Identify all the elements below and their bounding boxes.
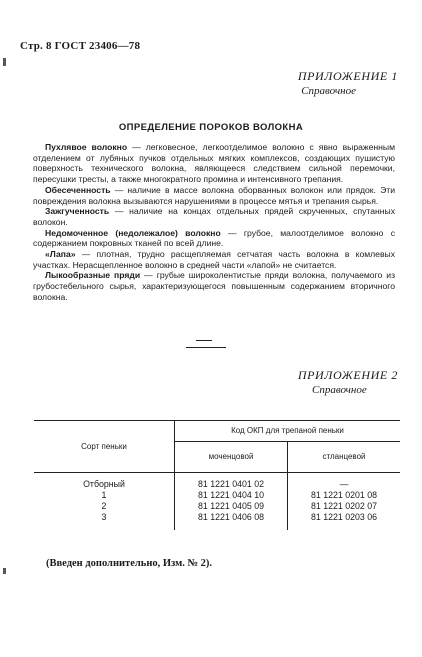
page-header: Стр. 8 ГОСТ 23406—78 (20, 40, 141, 52)
margin-mark (3, 568, 6, 574)
divider-mark (196, 340, 212, 341)
amendment-note: (Введен дополнительно, Изм. № 2). (46, 558, 213, 569)
table-rule-horizontal (174, 441, 400, 442)
col-header-okp: Код ОКП для трепаной пеньки (231, 426, 344, 435)
table-cell-code: 81 1221 0202 07 (310, 501, 378, 511)
table-cell-sort: 3 (101, 512, 107, 522)
definition-paragraph (33, 228, 395, 249)
appendix-2-subtitle: Справочное (312, 384, 367, 396)
table-rule-top (34, 420, 400, 421)
definition-paragraph (33, 206, 395, 227)
divider-line (186, 347, 226, 348)
col-header-sort: Сорт пеньки (81, 442, 127, 451)
definition-paragraph (33, 142, 395, 185)
definition-paragraph (33, 249, 395, 270)
definition-paragraph (33, 185, 395, 206)
table-cell-code: 81 1221 0405 09 (197, 501, 265, 511)
definition-text: — грубое, малоотделимое волокно с содержанием покровных тканей по всей длине. (33, 227, 395, 249)
definition-term: Пухлявое волокно (45, 142, 128, 152)
definition-term: Недомоченное (недолежалое) волокно (45, 227, 221, 238)
definition-text: — плотная, трудно расщепляемая сетчатая часть волокна в комлевых участках. Нерасщепленное волокно в средней части «лапой» не считается. (33, 249, 395, 270)
table-rule-header-bottom (34, 472, 400, 473)
col-header-mochentsovoy: моченцовой (208, 452, 254, 461)
table-cell-code: 81 1221 0203 06 (310, 512, 378, 522)
table-cell-sort: 1 (101, 490, 107, 500)
col-header-stlantsevoy: стланцевой (322, 452, 366, 461)
table-cell-code: 81 1221 0401 02 (197, 479, 265, 489)
table-cell-code: 81 1221 0404 10 (197, 490, 265, 500)
definition-term: Зажгученность (45, 206, 110, 217)
definitions-body (33, 142, 395, 303)
table-cell-code: — (339, 479, 349, 489)
appendix-1-subtitle: Справочное (301, 85, 356, 97)
appendix-1-title: ПРИЛОЖЕНИЕ 1 (297, 69, 398, 83)
definition-text: — наличие в массе волокна оборванных волокон или прядок. Эти повреждения волокна вызываются нарушениями в процессе мятья и трепания сырья. (33, 184, 395, 206)
definition-text: — грубые широколентистые пряди волокна, получаемого из грубостебельного сырья, характеризующегося повышенным содержанием вторичного волокна. (33, 270, 396, 302)
definition-term: Обесеченность (45, 184, 111, 195)
margin-mark (3, 58, 6, 66)
table-cell-code: 81 1221 0406 08 (197, 512, 265, 522)
definition-text: — наличие на концах отдельных прядей скрученных, спутанных волокон. (33, 206, 395, 227)
definition-paragraph (33, 270, 395, 302)
definition-text: — легковесное, легкоотделимое волокно с явно выраженным отделением от лубяных пучков отдельных мягких комплексов, создающих пушистую поверхность технического волокна, являющееся следствием сильной перемочки, пересушки тресты, а также многократного промина и интенсивного трепания. (33, 142, 395, 185)
appendix-2-title: ПРИЛОЖЕНИЕ 2 (297, 368, 398, 382)
definition-term: «Лапа» (45, 249, 76, 260)
table-cell-sort: 2 (101, 501, 107, 511)
table-cell-sort: Отборный (83, 479, 125, 489)
section-title: ОПРЕДЕЛЕНИЕ ПОРОКОВ ВОЛОКНА (118, 122, 304, 133)
definition-term: Лыкообразные пряди (45, 270, 141, 281)
table-cell-code: 81 1221 0201 08 (310, 490, 378, 500)
okp-code-table (34, 420, 400, 530)
